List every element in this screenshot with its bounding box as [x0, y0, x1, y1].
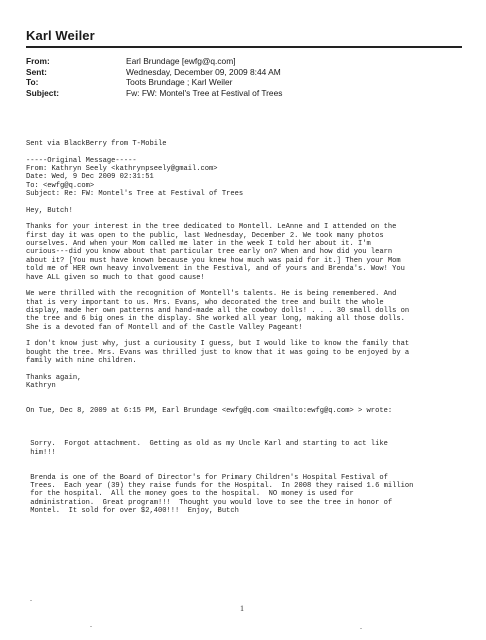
body-line: Thanks for your interest in the tree dedicated to Montell. LeAnne and I attended on the: [26, 223, 397, 232]
body-line: To: <ewfg@q.com>: [26, 181, 95, 190]
body-line: that is very important to us. Mrs. Evans, who decorated the tree and built the whole: [26, 298, 384, 307]
body-line: [26, 415, 468, 423]
body-line: Date: Wed, 9 Dec 2009 02:31:51: [26, 173, 154, 182]
body-line: about it? [You must have known because you knew how much was paid for it.] Then your Mom: [26, 256, 401, 265]
header-value: Fw: FW: Montel's Tree at Festival of Trees: [126, 87, 283, 98]
body-line: [26, 282, 468, 290]
body-line: [26, 365, 468, 373]
body-line: first day it was open to the public, last Wednesday, December 2. We took many photos: [26, 231, 384, 240]
body-line: From: Kathryn Seely <kathrynpseely@gmail.com>: [26, 165, 218, 174]
body-line: We were thrilled with the recognition of Montell's talents. He is being remembered. And: [26, 290, 397, 299]
page-number: 1: [240, 604, 244, 613]
scan-speck: [360, 628, 362, 629]
body-line: Montel. It sold for over $2,400!!! Enjoy, Butch: [26, 507, 239, 516]
header-value: Toots Brundage ; Karl Weiler: [126, 77, 233, 88]
scan-speck: [30, 600, 32, 601]
body-line: [26, 399, 468, 407]
mailbox-owner-name: Karl Weiler: [26, 28, 95, 43]
body-line: Sorry. Forgot attachment. Getting as old as my Uncle Karl and starting to act like: [26, 440, 388, 449]
body-line: the tree and 6 big ones in the display. She worked all year long, making all those dolls.: [26, 315, 405, 324]
body-line: [26, 198, 468, 206]
header-divider: [26, 46, 462, 48]
body-line: [26, 457, 468, 465]
body-line: have ALL given so much to that good cause!: [26, 273, 205, 282]
header-row-sent: [26, 67, 282, 78]
header-label: To:: [26, 77, 39, 88]
body-line: -----Original Message-----: [26, 156, 137, 165]
header-label: Sent:: [26, 66, 47, 77]
body-line: Subject: Re: FW: Montel's Tree at Festival of Trees: [26, 190, 244, 199]
body-line: family with nine children.: [26, 356, 137, 365]
scan-speck: [90, 626, 92, 627]
body-line: [26, 424, 468, 432]
body-line: On Tue, Dec 8, 2009 at 6:15 PM, Earl Brundage <ewfg@q.com <mailto:ewfg@q.com> > wrote:: [26, 407, 393, 415]
body-line: [26, 332, 468, 340]
header-value: Earl Brundage [ewfg@q.com]: [126, 56, 236, 66]
header-label: Subject:: [26, 87, 60, 98]
body-line: Hey, Butch!: [26, 206, 73, 215]
body-line: [26, 148, 468, 156]
header-row-to: [26, 77, 282, 88]
body-line: [26, 390, 468, 398]
header-label: From:: [26, 56, 50, 66]
body-line: told me of HER own heavy involvement in the Festival, and of yours and Brenda's. Wow! You: [26, 265, 405, 274]
body-line: Kathryn: [26, 381, 56, 390]
body-line: [26, 465, 468, 473]
body-line: Brenda is one of the Board of Director's for Primary Children's Hospital Festival of: [26, 473, 388, 482]
body-line: display, made her own patterns and hand-made all the cowboy dolls! . . . 30 small dolls on: [26, 306, 410, 315]
body-line: Thanks again,: [26, 373, 82, 382]
body-line: Sent via BlackBerry from T-Mobile: [26, 140, 167, 148]
body-line: I don't know just why, just a curiousity I guess, but I would like to know the family that: [26, 340, 410, 349]
body-line: [26, 432, 468, 440]
email-body: [26, 140, 468, 515]
body-line: for the hospital. All the money goes to the hospital. NO money is used for: [26, 490, 354, 499]
body-line: him!!!: [26, 448, 56, 457]
body-line: bought the tree. Mrs. Evans was thrilled just to know that it was going to be enjoyed by a: [26, 348, 410, 357]
body-line: She is a devoted fan of Montell and of the Castle Valley Pageant!: [26, 323, 303, 332]
header-value: Wednesday, December 09, 2009 8:44 AM: [126, 66, 281, 77]
body-line: curious---did you know about that particular tree early on? When and how did you learn: [26, 248, 393, 257]
body-line: [26, 215, 468, 223]
body-line: administration. Great program!!! Thought you would love to see the tree in honor of: [26, 498, 393, 507]
header-row-subject: [26, 88, 282, 99]
email-header-block: [26, 56, 282, 98]
header-row-from: [26, 56, 282, 67]
body-line: ourselves. And when your Mom called me later in the week I told her about it. I'm: [26, 240, 371, 249]
body-line: Trees. Each year (39) they raise funds for the Hospital. In 2008 they raised 1.6 million: [26, 482, 414, 491]
